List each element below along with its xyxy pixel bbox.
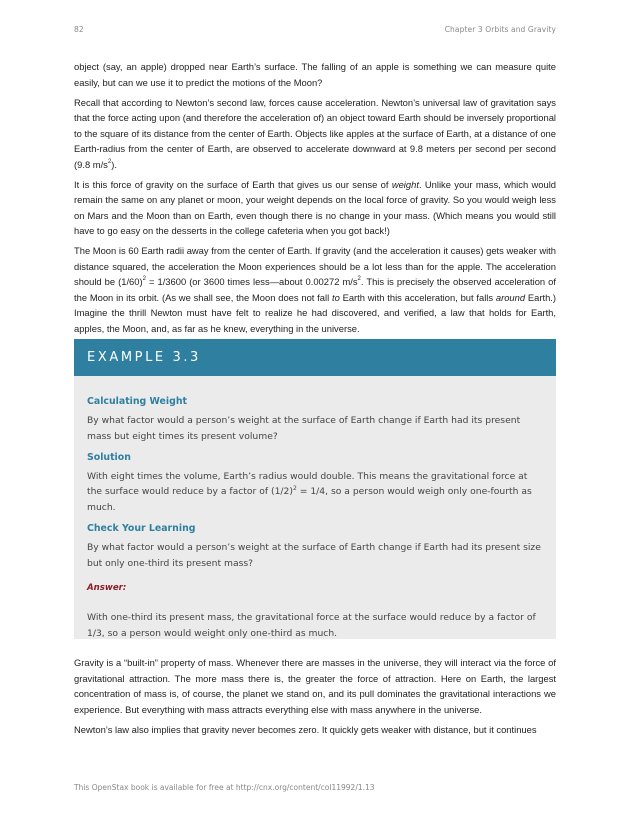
check-learning-label: Check Your Learning bbox=[87, 523, 196, 535]
chapter-title: Chapter 3 Orbits and Gravity bbox=[444, 25, 556, 34]
example-title: EXAMPLE 3.3 bbox=[74, 339, 556, 376]
page-number: 82 bbox=[74, 25, 84, 34]
body-text-top bbox=[74, 59, 556, 341]
solution-text: With eight times the volume, Earth’s radius would double. This means the gravitational force at the surface would reduce by a factor of $(1/2)^2 = 1/4$, so a person would weigh only one-fourth as much. bbox=[87, 471, 532, 513]
example-box bbox=[74, 339, 556, 639]
example-content bbox=[74, 376, 556, 641]
paragraph-2: Recall that according to Newton’s second law, forces cause acceleration. Newton’s universal law of gravitation says that the force acting upon (and therefore the acceleration of) an object toward Earth should be inversely proportional to the square of its distance from the center of Earth. Objects like apples at the surface of Earth, at a distance of one Earth-radius from the center of Earth, are observed to accelerate downward at 9.8 meters per second per second (9.8 $m/s^2$). bbox=[74, 96, 556, 170]
body-text-bottom bbox=[74, 655, 556, 742]
answer-text: With one-third its present mass, the gravitational force at the surface would reduce by a factor of 1/3, so a person would weight only one-third as much. bbox=[87, 612, 536, 639]
paragraph-1: object (say, an apple) dropped near Earth’s surface. The falling of an apple is something we can measure quite easily, but can we use it to predict the motions of the Moon? bbox=[74, 61, 556, 88]
paragraph-4: The Moon is 60 Earth radii away from the center of Earth. If gravity (and the acceleration it causes) gets weaker with distance squared, the acceleration the Moon experiences should be a lot less than for the apple. The acceleration should be $(1/60)^2 = 1/3600$ (or 3600 times less—about 0.00272 $m/s^2$. This is precisely the observed acceleration of the Moon in its orbit. (As we shall see, the Moon does not fall to Earth with this acceleration, but falls around Earth.) Imagine the thrill Newton must have felt to realize he had discovered, and verified, a law that holds for Earth, apples, the Moon, and, as far as he knew, everything in the universe. bbox=[74, 245, 557, 334]
paragraph-5: Gravity is a “built-in” property of mass. Whenever there are masses in the universe, they will interact via the force of gravitational attraction. The more mass there is, the greater the force of attraction. Here on Earth, the largest concentration of mass is, of course, the planet we stand on, and its pull dominates the gravitational interactions we experience. But everything with mass attracts everything else with mass anywhere in the universe. bbox=[74, 657, 556, 715]
paragraph-6: Newton’s law also implies that gravity never becomes zero. It quickly gets weaker with distance, but it continues bbox=[74, 723, 537, 735]
footer-note: This OpenStax book is available for free at http://cnx.org/content/col11992/1.13 bbox=[74, 783, 375, 792]
paragraph-3: It is this force of gravity on the surface of Earth that gives us our sense of weight. Unlike your mass, which would remain the same on any planet or moon, your weight depends on the local force of gravity. So you would weigh less on Mars and the Moon than on Earth, even though there is no change in your mass. (Which means you would still have to go easy on the desserts in the college cafeteria when you got back!) bbox=[74, 178, 556, 236]
solution-label: Solution bbox=[87, 451, 131, 463]
example-heading: Calculating Weight bbox=[87, 396, 187, 407]
example-question: By what factor would a person’s weight at the surface of Earth change if Earth had its present mass but eight times its present volume? bbox=[87, 415, 521, 442]
answer-label: Answer: bbox=[87, 582, 127, 593]
check-question: By what factor would a person’s weight at the surface of Earth change if Earth had its present size but only one-third its present mass? bbox=[87, 542, 541, 569]
term-weight: weight bbox=[391, 178, 419, 190]
